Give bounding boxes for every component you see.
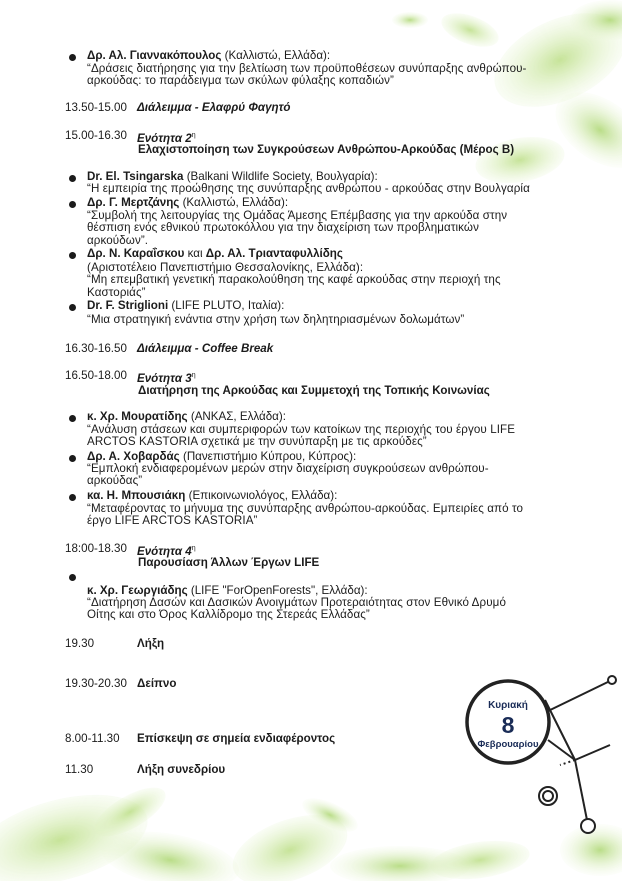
section-label-sup: η: [191, 545, 196, 552]
schedule-time: 19.30: [65, 637, 95, 650]
talk-title-line: αρκούδων”.: [87, 233, 149, 247]
badge-date: 8: [501, 712, 515, 738]
talk-title-line: “Η εμπειρία της προώθησης της συνύπαρξης ανθρώπου - αρκούδας στην Βουλγαρία: [87, 182, 530, 195]
talk-title: [87, 463, 569, 488]
talk-title-line: “Μεταφέροντας το μήνυμα της συνύπαρξης ανθρώπου-αρκούδας. Εμπειρίες από το: [87, 502, 524, 515]
speaker-join: και: [187, 247, 203, 260]
talk-title: [87, 424, 569, 449]
schedule-label: Διάλειμμα - Ελαφρύ Φαγητό: [137, 101, 291, 114]
bullet: [69, 175, 76, 182]
talk-title: [87, 503, 569, 528]
speaker-affiliation: (Balkani Wildlife Society, Βουλγαρία):: [186, 170, 378, 183]
speaker-name: Δρ. Αλ. Γιαννακόπουλος: [87, 49, 222, 62]
schedule-time: 15.00-16.30: [65, 129, 127, 142]
talk-title-line: “Διατήρηση Δασών και Δασικών Ανοιγμάτων Προτεραιότητας στον Εθνικό Δρυμό: [87, 596, 506, 609]
talk-title-line: “Ανάλυση στάσεων και συμπεριφορών των κατοίκων της περιοχής του έργου LIFE: [87, 423, 516, 436]
bullet: [69, 252, 76, 259]
talk-title-line: έργο LIFE ARCTOS KASTORIA”: [87, 514, 258, 528]
talk-title-line: Καστοριάς”: [87, 285, 146, 299]
network-graphic: [539, 676, 616, 833]
talk-title-line: “Δράσεις διατήρησης για την βελτίωση των προϋποθέσεων συνύπαρξης ανθρώπου-: [87, 62, 527, 75]
section-label-text: Ενότητα 2: [137, 131, 192, 145]
schedule-label: Διάλειμμα - Coffee Break: [137, 342, 274, 355]
speaker-line: [87, 299, 284, 312]
speaker-affiliation: (LIFE PLUTO, Ιταλία):: [171, 299, 285, 312]
schedule-label: Λήξη συνεδρίου: [137, 763, 226, 776]
talk-title: [87, 63, 569, 88]
schedule-time: 8.00-11.30: [65, 732, 120, 745]
speaker-name: κ. Χρ. Μουρατίδης: [87, 410, 188, 423]
speaker-name: Δρ. Α. Χοβαρδάς: [87, 450, 180, 463]
talk-title-line: θέσπιση ενός εθνικού πρωτοκόλλου για την διαχείριση των προβληματικών: [87, 221, 479, 235]
speaker-affiliation: (Πανεπιστήμιο Κύπρου, Κύπρος):: [182, 450, 357, 463]
schedule-time: 19.30-20.30: [65, 677, 127, 690]
schedule-time: 16.30-16.50: [65, 342, 127, 355]
speaker-line: [87, 196, 288, 209]
talk-title: [87, 597, 569, 622]
speaker-name: κ. Χρ. Γεωργιάδης: [87, 584, 188, 597]
talk-title-line: Οίτης και στο Όρος Καλλίδρομο της Στερεάς Ελλάδας”: [87, 608, 370, 622]
talk-title-line: αρκούδας: το παράδειγμα των σκύλων φύλαξης κοπαδιών”: [87, 74, 394, 88]
bullet: [69, 54, 76, 61]
schedule-time: 16.50-18.00: [65, 369, 127, 382]
speaker-name: κα. Η. Μπουσιάκη: [87, 489, 186, 502]
speaker-affiliation: (Καλλιστώ, Ελλάδα):: [224, 49, 331, 62]
section-label-sup: η: [191, 372, 196, 379]
speaker-name-2: Δρ. Αλ. Τριανταφυλλίδης: [205, 247, 343, 260]
schedule-time: 13.50-15.00: [65, 101, 127, 114]
talk-title-line: ARCTOS KASTORIA σχετικά με την συνύπαρξη με τις αρκούδες”: [87, 435, 427, 449]
speaker-name: Dr. F. Striglioni: [87, 299, 169, 312]
speaker-line: [87, 489, 337, 502]
talk-title: [87, 314, 569, 326]
speaker-affiliation: (LIFE "ForOpenForests", Ελλάδα):: [190, 584, 368, 597]
schedule-label: Δείπνο: [137, 677, 177, 690]
section-title: Παρουσίαση Άλλων Έργων LIFE: [138, 556, 320, 569]
bullet: [69, 574, 76, 581]
speaker-line: [87, 410, 286, 423]
speaker-line: [87, 49, 330, 62]
speaker-affiliation: (Επικοινωνιολόγος, Ελλάδα):: [188, 489, 338, 502]
bullet: [69, 201, 76, 208]
leaves-bottom: [0, 778, 622, 881]
bullet: [69, 455, 76, 462]
talk-title-line: “Μια στρατηγική ενάντια στην χρήση των δηλητηριασμένων δολωμάτων”: [87, 313, 465, 326]
speaker-affiliation: (Αριστοτέλειο Πανεπιστήμιο Θεσσαλονίκης, Ελλάδα):: [87, 261, 364, 274]
schedule-time: 11.30: [65, 763, 94, 776]
bullet: [69, 304, 76, 311]
leaves-top-right: [392, 0, 622, 189]
speaker-name: Dr. El. Tsingarska: [87, 170, 184, 183]
talk-title-line: αρκούδας”: [87, 474, 143, 488]
section-title: Διατήρηση της Αρκούδας και Συμμετοχή της Τοπικής Κοινωνίας: [138, 384, 490, 397]
bullet: [69, 415, 76, 422]
talk-title: [87, 183, 569, 195]
talk-title: [87, 262, 569, 299]
section-label-sup: η: [191, 132, 196, 139]
section-label-text: Ενότητα 4: [137, 544, 192, 558]
speaker-affiliation: (ΑΝΚΑΣ, Ελλάδα):: [190, 410, 286, 423]
speaker-line: [87, 247, 343, 260]
section-title: Ελαχιστοποίηση των Συγκρούσεων Ανθρώπου-Αρκούδας (Μέρος Β): [138, 143, 515, 156]
schedule-time: 18:00-18.30: [65, 542, 127, 555]
talk-title-line: “Μη επεμβατική γενετική παρακολούθηση της καφέ αρκούδας στην περιοχή της: [87, 273, 501, 287]
section-label-text: Ενότητα 3: [137, 371, 192, 385]
talk-title: [87, 210, 569, 247]
schedule-label: Λήξη: [137, 637, 165, 650]
badge-day: Κυριακή: [488, 700, 528, 711]
speaker-name: Δρ. Γ. Μερτζάνης: [87, 196, 180, 209]
bullet: [69, 494, 76, 501]
talk-title-line: “Εμπλοκή ενδιαφερομένων μερών στην διαχείριση συγκρούσεων ανθρώπου-: [87, 462, 489, 475]
speaker-name: Δρ. Ν. Καραΐσκου: [87, 247, 185, 260]
talk-title-line: “Συμβολή της λειτουργίας της Ομάδας Άμεσης Επέμβασης για την αρκούδα στην: [87, 209, 508, 222]
badge-month: Φεβρουαρίου: [477, 739, 539, 750]
schedule-label: Επίσκεψη σε σημεία ενδιαφέροντος: [137, 732, 336, 745]
speaker-affiliation: (Καλλιστώ, Ελλάδα):: [182, 196, 289, 209]
section-label: [137, 369, 196, 385]
